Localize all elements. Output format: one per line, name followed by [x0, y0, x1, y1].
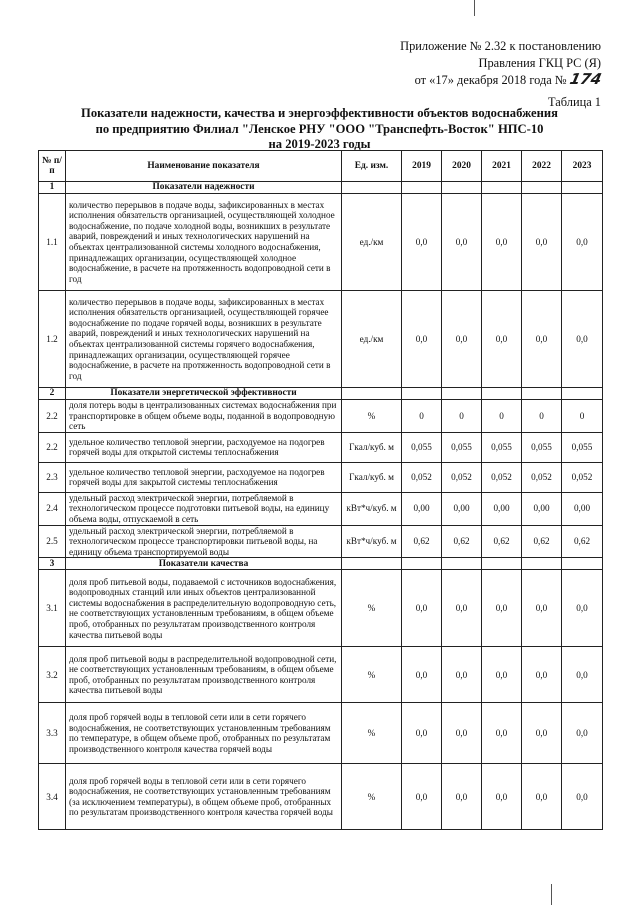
value-2022: 0,055 [522, 432, 562, 462]
indicators-table [38, 150, 603, 830]
handwritten-number: 174 [567, 70, 603, 88]
document-title [40, 106, 599, 153]
unit-cell: кВт*ч/куб. м [342, 492, 402, 525]
value-2023: 0,0 [562, 570, 603, 647]
header-line-3 [400, 71, 601, 89]
value-2019: 0,0 [402, 703, 442, 764]
row-number: 2.4 [39, 492, 66, 525]
indicator-name: количество перерывов в подаче воды, зафиксированных в местах исполнения обязательств организацией, осуществляющей холодное водоснабжение, по подаче холодной воды, возникших в результате аварий, повреждений и иных технологических нарушений на объектах централизованной системы холодного водоснабжения, принадлежащих организации, осуществляющей холодное водоснабжение, в расчете на протяженность водопроводной сети в год [66, 194, 342, 291]
table-row [39, 570, 603, 647]
value-2022: 0,0 [522, 291, 562, 388]
value-2019: 0,62 [402, 525, 442, 558]
value-2022: 0,0 [522, 194, 562, 291]
unit-cell: Гкал/куб. м [342, 432, 402, 462]
row-number: 3.2 [39, 647, 66, 703]
section-empty-cell [402, 558, 442, 570]
section-title: Показатели энергетической эффективности [66, 388, 342, 400]
indicator-name: удельное количество тепловой энергии, расходуемое на подогрев горячей воды для открытой системы теплоснабжения [66, 432, 342, 462]
value-2019: 0,0 [402, 647, 442, 703]
row-number: 2.3 [39, 462, 66, 492]
table-row [39, 400, 603, 433]
row-number: 3.1 [39, 570, 66, 647]
value-2021: 0,00 [482, 492, 522, 525]
value-2021: 0,0 [482, 194, 522, 291]
value-2022: 0,052 [522, 462, 562, 492]
value-2021: 0,0 [482, 291, 522, 388]
appendix-header [400, 38, 601, 89]
value-2020: 0,0 [442, 194, 482, 291]
col-header-year: 2019 [402, 151, 442, 182]
value-2020: 0,0 [442, 764, 482, 830]
value-2022: 0,0 [522, 570, 562, 647]
table-row [39, 703, 603, 764]
section-empty-cell [402, 182, 442, 194]
table-row [39, 647, 603, 703]
section-row [39, 182, 603, 194]
section-empty-cell [442, 388, 482, 400]
value-2020: 0,0 [442, 647, 482, 703]
section-empty-cell [402, 388, 442, 400]
section-empty-cell [342, 388, 402, 400]
section-empty-cell [442, 558, 482, 570]
value-2023: 0,0 [562, 647, 603, 703]
col-header-unit: Ед. изм. [342, 151, 402, 182]
row-number: 1.2 [39, 291, 66, 388]
section-empty-cell [442, 182, 482, 194]
col-header-num: № п/п [39, 151, 66, 182]
value-2023: 0,0 [562, 764, 603, 830]
value-2019: 0,0 [402, 194, 442, 291]
value-2019: 0,00 [402, 492, 442, 525]
table-header-row [39, 151, 603, 182]
section-number: 1 [39, 182, 66, 194]
scan-mark-top [474, 0, 475, 16]
value-2023: 0,0 [562, 291, 603, 388]
unit-cell: % [342, 764, 402, 830]
header-line-3-text: от «17» декабря 2018 года № [414, 73, 567, 87]
indicator-name: доля проб горячей воды в тепловой сети или в сети горячего водоснабжения, не соответствующих установленным требованиям (за исключением температуры), в общем объеме проб, отобранных по результатам производственного контроля качества горячей воды [66, 764, 342, 830]
header-line-2: Правления ГКЦ РС (Я) [478, 55, 601, 70]
scan-mark-bottom [551, 884, 552, 905]
section-empty-cell [522, 388, 562, 400]
value-2021: 0,052 [482, 462, 522, 492]
section-title: Показатели качества [66, 558, 342, 570]
section-empty-cell [562, 388, 603, 400]
value-2021: 0,0 [482, 703, 522, 764]
section-empty-cell [482, 182, 522, 194]
value-2022: 0,62 [522, 525, 562, 558]
unit-cell: % [342, 400, 402, 433]
header-line-1: Приложение № 2.32 к постановлению [400, 39, 601, 53]
row-number: 2.5 [39, 525, 66, 558]
col-header-year: 2022 [522, 151, 562, 182]
row-number: 3.4 [39, 764, 66, 830]
row-number: 3.3 [39, 703, 66, 764]
value-2020: 0,0 [442, 570, 482, 647]
value-2020: 0,0 [442, 291, 482, 388]
section-empty-cell [522, 558, 562, 570]
value-2020: 0,00 [442, 492, 482, 525]
table-row [39, 525, 603, 558]
value-2021: 0,0 [482, 647, 522, 703]
section-number: 3 [39, 558, 66, 570]
section-row [39, 558, 603, 570]
value-2022: 0,0 [522, 703, 562, 764]
table-body [39, 182, 603, 830]
section-empty-cell [562, 182, 603, 194]
value-2020: 0,052 [442, 462, 482, 492]
section-empty-cell [482, 388, 522, 400]
col-header-year: 2023 [562, 151, 603, 182]
indicator-name: удельный расход электрической энергии, потребляемой в технологическом процессе транспортировки питьевой воды, на единицу объема транспортируемой воды [66, 525, 342, 558]
table-row [39, 291, 603, 388]
indicator-name: доля потерь воды в централизованных системах водоснабжения при транспортировке в общем объеме воды, поданной в водопроводную сеть [66, 400, 342, 433]
value-2023: 0,0 [562, 194, 603, 291]
value-2022: 0,0 [522, 764, 562, 830]
section-title: Показатели надежности [66, 182, 342, 194]
value-2023: 0,62 [562, 525, 603, 558]
col-header-year: 2021 [482, 151, 522, 182]
unit-cell: % [342, 703, 402, 764]
section-empty-cell [342, 182, 402, 194]
table-label: Таблица 1 [548, 95, 601, 109]
value-2021: 0,055 [482, 432, 522, 462]
indicator-name: доля проб питьевой воды, подаваемой с источников водоснабжения, водопроводных станций или иных объектов централизованной системы водоснабжения в распределительную водопроводную сеть, не соответствующих установленным требованиям, в общем объеме проб, отобранных по результатам производственного контроля качества питьевой воды [66, 570, 342, 647]
indicator-name: удельное количество тепловой энергии, расходуемое на подогрев горячей воды для закрытой системы теплоснабжения [66, 462, 342, 492]
value-2019: 0,0 [402, 291, 442, 388]
value-2023: 0,00 [562, 492, 603, 525]
table-row [39, 194, 603, 291]
title-line-2: по предприятию Филиал "Ленское РНУ "ООО "Транспефть-Восток" НПС-10 [95, 121, 544, 136]
value-2023: 0,0 [562, 703, 603, 764]
value-2019: 0,0 [402, 764, 442, 830]
value-2019: 0 [402, 400, 442, 433]
section-empty-cell [482, 558, 522, 570]
value-2022: 0,0 [522, 647, 562, 703]
value-2020: 0 [442, 400, 482, 433]
col-header-year: 2020 [442, 151, 482, 182]
value-2023: 0,052 [562, 462, 603, 492]
value-2021: 0,62 [482, 525, 522, 558]
value-2020: 0,055 [442, 432, 482, 462]
section-empty-cell [342, 558, 402, 570]
section-row [39, 388, 603, 400]
value-2019: 0,055 [402, 432, 442, 462]
value-2023: 0,055 [562, 432, 603, 462]
value-2019: 0,0 [402, 570, 442, 647]
value-2023: 0 [562, 400, 603, 433]
row-number: 1.1 [39, 194, 66, 291]
table-row [39, 462, 603, 492]
table-row [39, 432, 603, 462]
indicator-name: доля проб горячей воды в тепловой сети или в сети горячего водоснабжения, не соответствующих установленным требованиям по температуре, в общем объеме проб, отобранных по результатам производственного контроля качества горячей воды [66, 703, 342, 764]
section-number: 2 [39, 388, 66, 400]
value-2021: 0 [482, 400, 522, 433]
title-line-3: на 2019-2023 годы [268, 137, 371, 152]
value-2021: 0,0 [482, 764, 522, 830]
unit-cell: кВт*ч/куб. м [342, 525, 402, 558]
unit-cell: ед./км [342, 194, 402, 291]
section-empty-cell [562, 558, 603, 570]
unit-cell: Гкал/куб. м [342, 462, 402, 492]
title-line-1: Показатели надежности, качества и энергоэффективности объектов водоснабжения [81, 106, 558, 120]
table-row [39, 764, 603, 830]
col-header-name: Наименование показателя [66, 151, 342, 182]
indicator-name: количество перерывов в подаче воды, зафиксированных в местах исполнения обязательств организацией, осуществляющей горячее водоснабжение по подаче горячей воды, возникших в результате аварий, повреждений и иных технологических нарушений на объектах централизованной системы горячего водоснабжения, принадлежащих организации, осуществляющей горячее водоснабжение, в расчете на протяженность водопроводной сети в год [66, 291, 342, 388]
value-2020: 0,62 [442, 525, 482, 558]
section-empty-cell [522, 182, 562, 194]
row-number: 2.2 [39, 400, 66, 433]
row-number: 2.2 [39, 432, 66, 462]
unit-cell: ед./км [342, 291, 402, 388]
value-2021: 0,0 [482, 570, 522, 647]
value-2019: 0,052 [402, 462, 442, 492]
table-row [39, 492, 603, 525]
value-2022: 0,00 [522, 492, 562, 525]
indicator-name: доля проб питьевой воды в распределительной водопроводной сети, не соответствующих установленным требованиям, в общем объеме проб, отобранных по результатам производственного контроля качества питьевой воды [66, 647, 342, 703]
value-2022: 0 [522, 400, 562, 433]
indicator-name: удельный расход электрической энергии, потребляемой в технологическом процессе подготовки питьевой воды, на единицу объема воды, отпускаемой в сеть [66, 492, 342, 525]
value-2020: 0,0 [442, 703, 482, 764]
unit-cell: % [342, 647, 402, 703]
unit-cell: % [342, 570, 402, 647]
